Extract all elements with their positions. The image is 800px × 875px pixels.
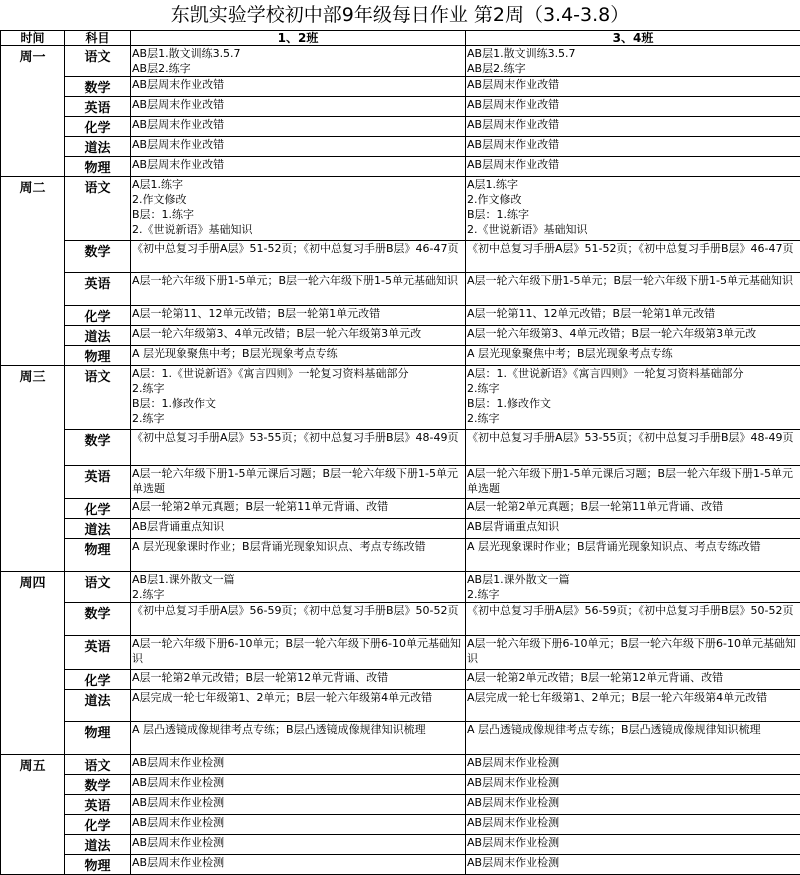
subject-cell: 英语 bbox=[65, 97, 131, 117]
table-row bbox=[1, 241, 800, 273]
homework-cell-class-b: 《初中总复习手册A层》53-55页；《初中总复习手册B层》48-49页 bbox=[466, 430, 800, 466]
subject-cell: 语文 bbox=[65, 366, 131, 430]
subject-cell: 化学 bbox=[65, 670, 131, 690]
homework-cell-class-b: A 层光现象课时作业；B层背诵光现象知识点、考点专练改错 bbox=[466, 539, 800, 572]
homework-cell-class-a: A层一轮第2单元改错；B层一轮第12单元背诵、改错 bbox=[131, 670, 466, 690]
homework-cell-class-b: A层一轮第2单元真题；B层一轮第11单元背诵、改错 bbox=[466, 499, 800, 519]
subject-cell: 化学 bbox=[65, 117, 131, 137]
subject-cell: 物理 bbox=[65, 346, 131, 366]
subject-cell: 物理 bbox=[65, 539, 131, 572]
homework-cell-class-a: A层一轮第11、12单元改错；B层一轮第1单元改错 bbox=[131, 306, 466, 326]
subject-cell: 物理 bbox=[65, 855, 131, 875]
subject-cell: 语文 bbox=[65, 755, 131, 775]
subject-cell: 英语 bbox=[65, 273, 131, 306]
table-row bbox=[1, 722, 800, 755]
homework-cell-class-b: AB层周末作业检测 bbox=[466, 835, 800, 855]
homework-cell-class-b: AB层周末作业检测 bbox=[466, 775, 800, 795]
subject-cell: 数学 bbox=[65, 430, 131, 466]
homework-cell-class-a: A层一轮六年级下册6-10单元；B层一轮六年级下册6-10单元基础知识 bbox=[131, 636, 466, 670]
subject-cell: 物理 bbox=[65, 722, 131, 755]
subject-cell: 数学 bbox=[65, 77, 131, 97]
subject-cell: 道法 bbox=[65, 137, 131, 157]
homework-cell-class-a: A层1.练字 2.作文修改 B层：1.练字 2.《世说新语》基础知识 bbox=[131, 177, 466, 241]
day-cell: 周三 bbox=[1, 366, 65, 572]
homework-cell-class-a: A层：1.《世说新语》《寓言四则》一轮复习资料基础部分 2.练字 B层：1.修改作文 2.练字 bbox=[131, 366, 466, 430]
homework-cell-class-a: A 层凸透镜成像规律考点专练；B层凸透镜成像规律知识梳理 bbox=[131, 722, 466, 755]
homework-cell-class-b: 《初中总复习手册A层》56-59页；《初中总复习手册B层》50-52页 bbox=[466, 603, 800, 636]
table-row bbox=[1, 137, 800, 157]
homework-cell-class-a: AB层周末作业改错 bbox=[131, 117, 466, 137]
homework-cell-class-a: AB层背诵重点知识 bbox=[131, 519, 466, 539]
subject-cell: 化学 bbox=[65, 499, 131, 519]
subject-cell: 英语 bbox=[65, 466, 131, 499]
table-row bbox=[1, 46, 800, 77]
table-row bbox=[1, 795, 800, 815]
homework-cell-class-b: AB层周末作业检测 bbox=[466, 855, 800, 875]
subject-cell: 语文 bbox=[65, 46, 131, 77]
subject-cell: 道法 bbox=[65, 519, 131, 539]
homework-cell-class-b: AB层周末作业改错 bbox=[466, 157, 800, 177]
table-row bbox=[1, 306, 800, 326]
header-class-a: 1、2班 bbox=[131, 31, 466, 46]
homework-cell-class-b: A 层凸透镜成像规律考点专练；B层凸透镜成像规律知识梳理 bbox=[466, 722, 800, 755]
homework-cell-class-a: A层一轮六年级第3、4单元改错；B层一轮六年级第3单元改 bbox=[131, 326, 466, 346]
homework-cell-class-b: AB层周末作业改错 bbox=[466, 77, 800, 97]
table-row bbox=[1, 326, 800, 346]
homework-cell-class-b: AB层1.课外散文一篇 2.练字 bbox=[466, 572, 800, 603]
table-row bbox=[1, 366, 800, 430]
homework-cell-class-b: AB层周末作业改错 bbox=[466, 117, 800, 137]
subject-cell: 语文 bbox=[65, 572, 131, 603]
subject-cell: 语文 bbox=[65, 177, 131, 241]
table-row bbox=[1, 755, 800, 775]
homework-cell-class-a: A层一轮六年级下册1-5单元；B层一轮六年级下册1-5单元基础知识 bbox=[131, 273, 466, 306]
header-subject: 科目 bbox=[65, 31, 131, 46]
homework-cell-class-b: AB层背诵重点知识 bbox=[466, 519, 800, 539]
subject-cell: 道法 bbox=[65, 326, 131, 346]
homework-cell-class-a: A层一轮六年级下册1-5单元课后习题；B层一轮六年级下册1-5单元单选题 bbox=[131, 466, 466, 499]
homework-cell-class-b: 《初中总复习手册A层》51-52页；《初中总复习手册B层》46-47页 bbox=[466, 241, 800, 273]
homework-cell-class-a: AB层周末作业检测 bbox=[131, 755, 466, 775]
homework-cell-class-b: A层完成一轮七年级第1、2单元；B层一轮六年级第4单元改错 bbox=[466, 690, 800, 722]
homework-cell-class-b: A层：1.《世说新语》《寓言四则》一轮复习资料基础部分 2.练字 B层：1.修改作文 2.练字 bbox=[466, 366, 800, 430]
header-time: 时间 bbox=[1, 31, 65, 46]
subject-cell: 数学 bbox=[65, 603, 131, 636]
day-cell: 周二 bbox=[1, 177, 65, 366]
table-row bbox=[1, 636, 800, 670]
subject-cell: 道法 bbox=[65, 835, 131, 855]
table-row bbox=[1, 603, 800, 636]
table-row bbox=[1, 97, 800, 117]
homework-cell-class-b: A层一轮六年级下册1-5单元；B层一轮六年级下册1-5单元基础知识 bbox=[466, 273, 800, 306]
homework-cell-class-b: A 层光现象聚焦中考；B层光现象考点专练 bbox=[466, 346, 800, 366]
table-row bbox=[1, 77, 800, 97]
homework-cell-class-a: AB层周末作业改错 bbox=[131, 157, 466, 177]
homework-cell-class-b: A层一轮六年级下册1-5单元课后习题；B层一轮六年级下册1-5单元单选题 bbox=[466, 466, 800, 499]
homework-cell-class-a: A层完成一轮七年级第1、2单元；B层一轮六年级第4单元改错 bbox=[131, 690, 466, 722]
table-row bbox=[1, 690, 800, 722]
table-row bbox=[1, 572, 800, 603]
homework-cell-class-b: A层一轮第2单元改错；B层一轮第12单元背诵、改错 bbox=[466, 670, 800, 690]
day-cell: 周一 bbox=[1, 46, 65, 177]
homework-cell-class-a: A 层光现象聚焦中考；B层光现象考点专练 bbox=[131, 346, 466, 366]
table-row bbox=[1, 466, 800, 499]
homework-cell-class-a: AB层周末作业检测 bbox=[131, 775, 466, 795]
subject-cell: 道法 bbox=[65, 690, 131, 722]
homework-cell-class-a: AB层1.散文训练3.5.7 AB层2.练字 bbox=[131, 46, 466, 77]
homework-cell-class-a: AB层周末作业改错 bbox=[131, 137, 466, 157]
table-row bbox=[1, 499, 800, 519]
homework-cell-class-b: A层1.练字 2.作文修改 B层：1.练字 2.《世说新语》基础知识 bbox=[466, 177, 800, 241]
table-row bbox=[1, 539, 800, 572]
homework-cell-class-a: AB层周末作业改错 bbox=[131, 97, 466, 117]
subject-cell: 英语 bbox=[65, 795, 131, 815]
header-row bbox=[1, 31, 800, 46]
table-row bbox=[1, 775, 800, 795]
table-row bbox=[1, 519, 800, 539]
homework-cell-class-a: 《初中总复习手册A层》51-52页；《初中总复习手册B层》46-47页 bbox=[131, 241, 466, 273]
homework-table bbox=[0, 30, 800, 875]
subject-cell: 英语 bbox=[65, 636, 131, 670]
table-row bbox=[1, 835, 800, 855]
table-row bbox=[1, 117, 800, 137]
subject-cell: 化学 bbox=[65, 306, 131, 326]
homework-cell-class-a: AB层周末作业检测 bbox=[131, 835, 466, 855]
homework-cell-class-b: AB层周末作业改错 bbox=[466, 97, 800, 117]
day-cell: 周四 bbox=[1, 572, 65, 755]
table-row bbox=[1, 430, 800, 466]
table-row bbox=[1, 177, 800, 241]
homework-cell-class-a: A层一轮第2单元真题；B层一轮第11单元背诵、改错 bbox=[131, 499, 466, 519]
subject-cell: 数学 bbox=[65, 241, 131, 273]
subject-cell: 化学 bbox=[65, 815, 131, 835]
homework-cell-class-a: AB层1.课外散文一篇 2.练字 bbox=[131, 572, 466, 603]
subject-cell: 数学 bbox=[65, 775, 131, 795]
homework-cell-class-a: 《初中总复习手册A层》53-55页；《初中总复习手册B层》48-49页 bbox=[131, 430, 466, 466]
homework-cell-class-b: AB层周末作业检测 bbox=[466, 795, 800, 815]
homework-cell-class-a: AB层周末作业检测 bbox=[131, 795, 466, 815]
table-row bbox=[1, 855, 800, 875]
table-row bbox=[1, 157, 800, 177]
homework-cell-class-b: AB层周末作业检测 bbox=[466, 755, 800, 775]
homework-cell-class-b: A层一轮六年级第3、4单元改错；B层一轮六年级第3单元改 bbox=[466, 326, 800, 346]
table-row bbox=[1, 273, 800, 306]
page-title: 东凯实验学校初中部9年级每日作业 第2周（3.4-3.8） bbox=[0, 0, 800, 30]
homework-cell-class-a: A 层光现象课时作业；B层背诵光现象知识点、考点专练改错 bbox=[131, 539, 466, 572]
table-row bbox=[1, 346, 800, 366]
homework-cell-class-a: AB层周末作业检测 bbox=[131, 855, 466, 875]
table-row bbox=[1, 670, 800, 690]
homework-cell-class-b: A层一轮第11、12单元改错；B层一轮第1单元改错 bbox=[466, 306, 800, 326]
homework-cell-class-a: 《初中总复习手册A层》56-59页；《初中总复习手册B层》50-52页 bbox=[131, 603, 466, 636]
header-class-b: 3、4班 bbox=[466, 31, 800, 46]
subject-cell: 物理 bbox=[65, 157, 131, 177]
day-cell: 周五 bbox=[1, 755, 65, 875]
homework-cell-class-b: AB层1.散文训练3.5.7 AB层2.练字 bbox=[466, 46, 800, 77]
homework-cell-class-a: AB层周末作业改错 bbox=[131, 77, 466, 97]
homework-cell-class-b: AB层周末作业改错 bbox=[466, 137, 800, 157]
homework-cell-class-b: AB层周末作业检测 bbox=[466, 815, 800, 835]
homework-cell-class-b: A层一轮六年级下册6-10单元；B层一轮六年级下册6-10单元基础知识 bbox=[466, 636, 800, 670]
homework-cell-class-a: AB层周末作业检测 bbox=[131, 815, 466, 835]
